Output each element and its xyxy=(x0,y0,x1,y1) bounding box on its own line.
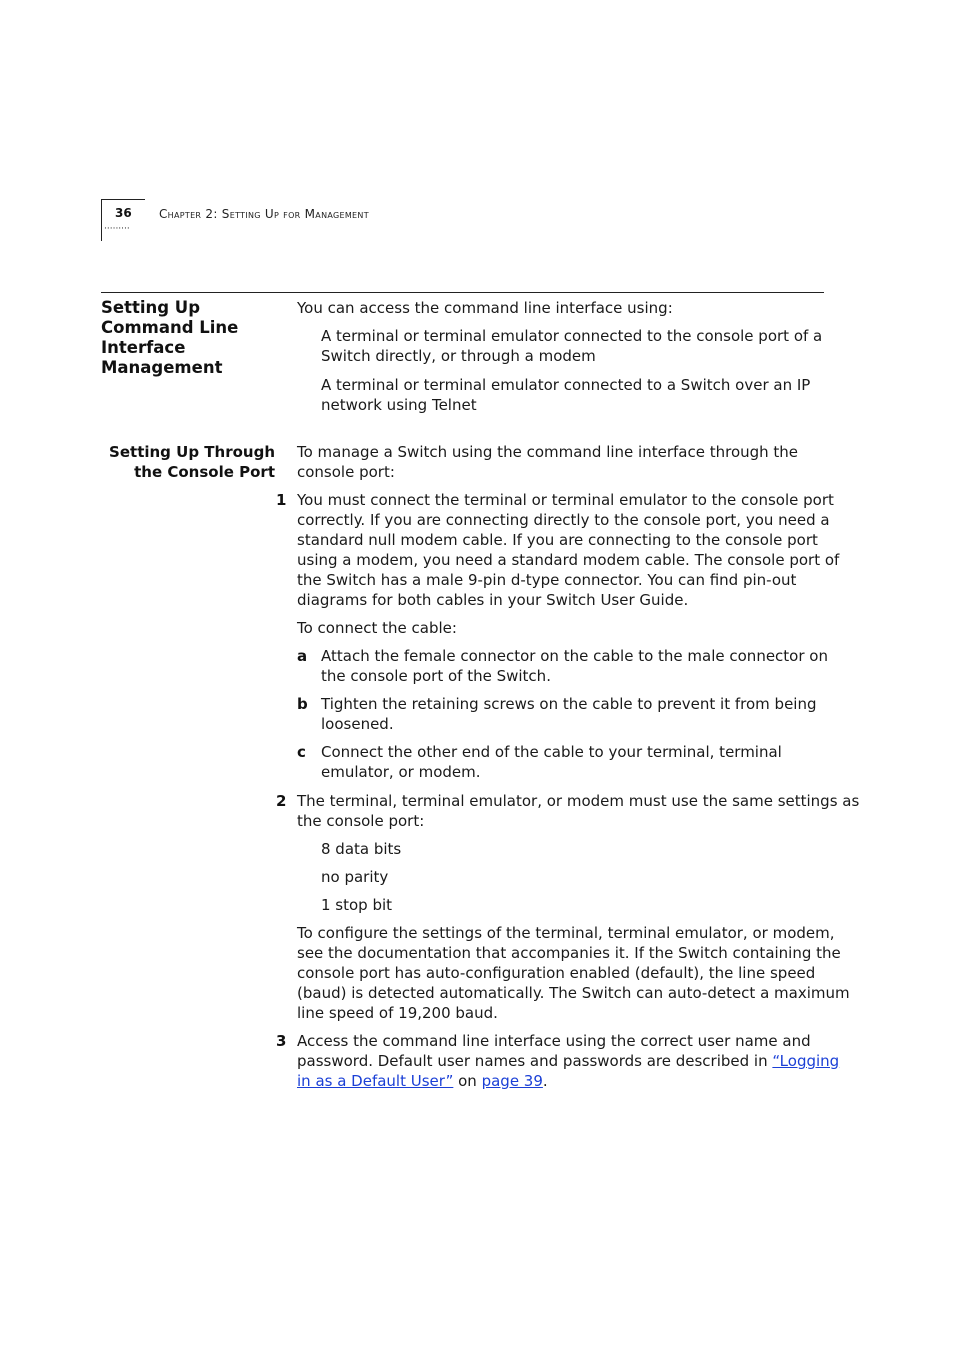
step-number: 3 xyxy=(276,1032,287,1050)
page-number: 36 xyxy=(115,206,132,220)
step-number: 1 xyxy=(276,491,287,509)
substep-line: Connect the other end of the cable to your terminal, terminal xyxy=(321,743,782,761)
heading-line: Interface xyxy=(101,338,186,357)
step-text-span: password. Default user names and passwords are described in xyxy=(297,1052,773,1070)
setting-parity: no parity xyxy=(321,868,389,886)
step-line xyxy=(297,1051,839,1071)
substep-letter: c xyxy=(297,743,306,761)
heading-line: Management xyxy=(101,358,223,377)
setting-data-bits: 8 data bits xyxy=(321,840,402,858)
heading-line: Command Line xyxy=(101,318,239,337)
config-line: line speed of 19,200 baud. xyxy=(297,1004,498,1022)
list-item-line: Switch directly, or through a modem xyxy=(321,347,596,365)
step-line: using a modem, you need a standard modem cable. The console port of xyxy=(297,551,840,569)
page-39-link[interactable]: page 39 xyxy=(481,1072,543,1090)
substep-line: the console port of the Switch. xyxy=(321,667,551,685)
substep-text xyxy=(321,694,817,734)
substep-letter: b xyxy=(297,695,308,713)
list-item-line: A terminal or terminal emulator connected to a Switch over an IP xyxy=(321,376,811,394)
step-number: 2 xyxy=(276,792,287,810)
heading-line: Setting Up Through xyxy=(109,443,275,461)
running-head: Chapter 2: Setting Up for Management xyxy=(159,207,369,221)
step-text-span: on xyxy=(453,1072,482,1090)
config-line: (baud) is detected automatically. The Switch can auto-detect a maximum xyxy=(297,984,850,1002)
list-item xyxy=(321,375,810,415)
substep-line: loosened. xyxy=(321,715,394,733)
substep-text xyxy=(321,742,782,782)
substep-text xyxy=(321,646,828,686)
substep-line: Attach the female connector on the cable to the male connector on xyxy=(321,647,828,665)
connect-cable-intro: To connect the cable: xyxy=(297,619,457,637)
step-line: You must connect the terminal or terminal emulator to the console port xyxy=(297,491,834,509)
step-line: diagrams for both cables in your Switch User Guide. xyxy=(297,591,689,609)
intro-line: console port: xyxy=(297,463,395,481)
config-line: see the documentation that accompanies it. If the Switch containing the xyxy=(297,944,841,962)
config-line: To configure the settings of the terminal, terminal emulator, or modem, xyxy=(297,924,835,942)
heading-line: the Console Port xyxy=(134,463,275,481)
setting-stop-bit: 1 stop bit xyxy=(321,896,393,914)
frame-dots: ········· xyxy=(104,224,130,234)
logging-in-link[interactable]: “Logging xyxy=(772,1052,840,1070)
step2-text xyxy=(297,791,859,831)
step3-text xyxy=(297,1031,839,1091)
step-line: standard null modem cable. If you are connecting to the console port xyxy=(297,531,818,549)
config-line: console port has auto-configuration enabled (default), the line speed xyxy=(297,964,816,982)
step-line: the Switch has a male 9-pin d-type connector. You can find pin-out xyxy=(297,571,797,589)
logging-in-link-continued[interactable]: in as a Default User” xyxy=(297,1072,454,1090)
subsection-heading-console-port xyxy=(101,442,275,482)
substep-line: Tighten the retaining screws on the cable to prevent it from being xyxy=(321,695,817,713)
frame-vertical-line xyxy=(101,199,102,241)
substep-letter: a xyxy=(297,647,308,665)
section1-intro: You can access the command line interface using: xyxy=(297,299,673,317)
step-text-span: . xyxy=(542,1072,548,1090)
intro-line: To manage a Switch using the command line interface through the xyxy=(297,443,799,461)
heading-line: Setting Up xyxy=(101,298,201,317)
frame-horizontal-line xyxy=(101,199,145,200)
step-line xyxy=(297,1071,839,1091)
step-line: The terminal, terminal emulator, or modem must use the same settings as xyxy=(297,792,860,810)
step-line: correctly. If you are connecting directly to the console port, you need a xyxy=(297,511,830,529)
section-heading-cli-management xyxy=(101,298,281,378)
step-line: Access the command line interface using the correct user name and xyxy=(297,1032,811,1050)
step-line: the console port: xyxy=(297,812,425,830)
list-item xyxy=(321,326,822,366)
config-paragraph xyxy=(297,923,850,1023)
list-item-line: A terminal or terminal emulator connected to the console port of a xyxy=(321,327,823,345)
section-rule xyxy=(101,292,824,293)
step1-text xyxy=(297,490,839,610)
section2-intro xyxy=(297,442,798,482)
list-item-line: network using Telnet xyxy=(321,396,477,414)
substep-line: emulator, or modem. xyxy=(321,763,481,781)
